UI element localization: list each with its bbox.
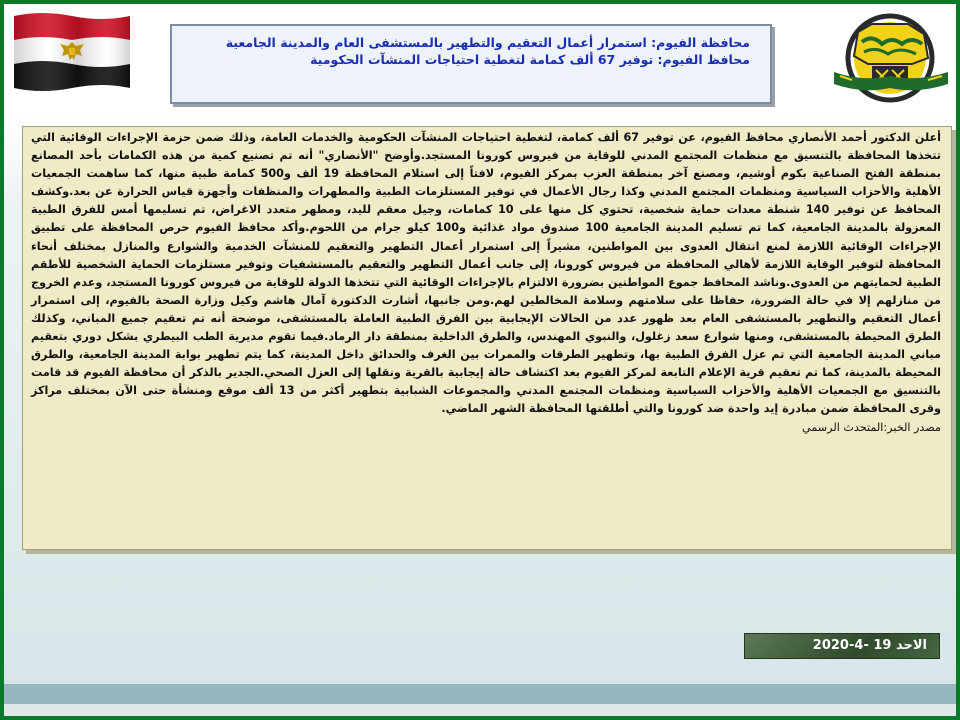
article-body: أعلن الدكتور أحمد الأنصاري محافظ الفيوم، عن توفير 67 ألف كمامة، لتغطية احتياجات المنشآت الحكومية والخدمات العامة، وذلك ضمن حزمة الإجراءات الوقائية التي تتخذها المحافظة بالتنسيق مع منظمات المجتمع المدني للوقاية من فيروس كورونا المستجد.وأوضح "الأنصاري" أنه تم تصنيع كمية من هذه الكمامات بأحد المصانع بمنطقة الفتح الصناعية بكوم أوشيم، ومصنع آخر بمنطقة العزب بمركز الفيوم، لافتاً إلى استلام المحافظة 19 ألف و500 كمامة طبية منها، كما ساهمت الجمعيات الأهلية والأحزاب السياسية ومنظمات المجتمع المدني وكذا رجال الأعمال في توفير المستلزمات الطبية والمطهرات والمنظفات وأجهزة قياس الحرارة عن بعد.وكشف المحافظ عن توفير 140 شنطة معدات حماية شخصية، تحتوي كل منها على 10 كمامات، وجيل معقم لليد، ومطهر متعدد الاغراض، تم تسليمها أمس للفرق الطبية المعزولة بالمدينة الجامعية، كما تم تسليم المدينة الجامعية 100 صندوق مواد غذائية و100 كيلو جرام من اللحوم.وأكد محافظ الفيوم حرص المحافظة على تطبيق الإجراءات الوقائية اللازمة لمنع انتقال العدوى بين المواطنين، مشيراً إلى استمرار أعمال التطهير والتعقيم للمنشآت الخدمية والشوارع والمنازل بمختلف أنحاء المحافظة لتوفير الوقاية اللازمة لأهالي المحافظة من فيروس كورونا، إلى جانب أعمال التطهير والتعقيم بالمستشفيات وتوفير مستلزمات الحماية الشخصية للأطقم الطبية لحمايتهم من العدوى.وناشد المحافظ جموع المواطنين بضرورة الالتزام بالإجراءات الوقائية التي تتخذها الدولة للوقاية من فيروس كورونا المستجد، وعدم الخروج من منازلهم إلا في حالة الضرورة، حفاظا على سلامتهم وسلامة المخالطين لهم.ومن جانبها، أشارت الدكتورة آمال هاشم وكيل وزارة الصحة بالفيوم، إلى استمرار أعمال التعقيم والتطهير بالمستشفى العام بعد ظهور عدد من الحالات الإيجابية بين الفرق الطبية العاملة بالمستشفى، موضحة أنه تم تعقيم جميع المباني، وكذلك الطرق المحيطة بالمستشفى، ومنها شوارع سعد زغلول، والنبوي المهندس، والطرق الداخلية بمنطقة دار الرماد.فيما تقوم مديرية الطب البيطري بشكل دوري بتعقيم مباني المدينة الجامعية التي تم عزل الفرق الطبية بها، وتطهير الطرقات والممرات بين الغرف والحدائق داخل المدينة، كما يتم تطهير بوابة المدينة الجامعية، والطرق المحيطة بالمدينة، كما تم تعقيم قرية الإعلام التابعة لمركز الفيوم بعد اكتشاف حالة إيجابية بالقرية ونقلها إلى العزل الصحي.الجدير بالذكر أن محافظة الفيوم قد قامت بالتنسيق مع الجمعيات الأهلية والأحزاب السياسية ومنظمات المجتمع المدني والمجموعات الشبابية بتطهير أكثر من 13 ألف موقع ومنشأة حتى الآن بمختلف مراكز وقرى المحافظة ضمن مبادرة إيد واحدة ضد كورونا والتي أطلقتها المحافظة الشهر الماضي. [31,131,941,416]
bottom-strip [4,704,956,716]
date-badge: الاحد 19 -4-2020 [744,633,940,659]
headline-line-2: محافظ الفيوم: توفير 67 ألف كمامة لتغطية احتياجات المنشآت الحكومية [310,52,750,67]
headline-line-1: محافظة الفيوم: استمرار أعمال التعقيم والتطهير بالمستشفى العام والمدينة الجامعية [225,35,750,50]
article-source: مصدر الخبر:المتحدث الرسمي [802,420,941,434]
bottom-band [4,684,956,704]
article-box [22,126,952,550]
egypt-flag-icon [12,10,132,94]
headline-box [170,24,772,104]
fayoum-governorate-emblem-icon [832,12,950,104]
